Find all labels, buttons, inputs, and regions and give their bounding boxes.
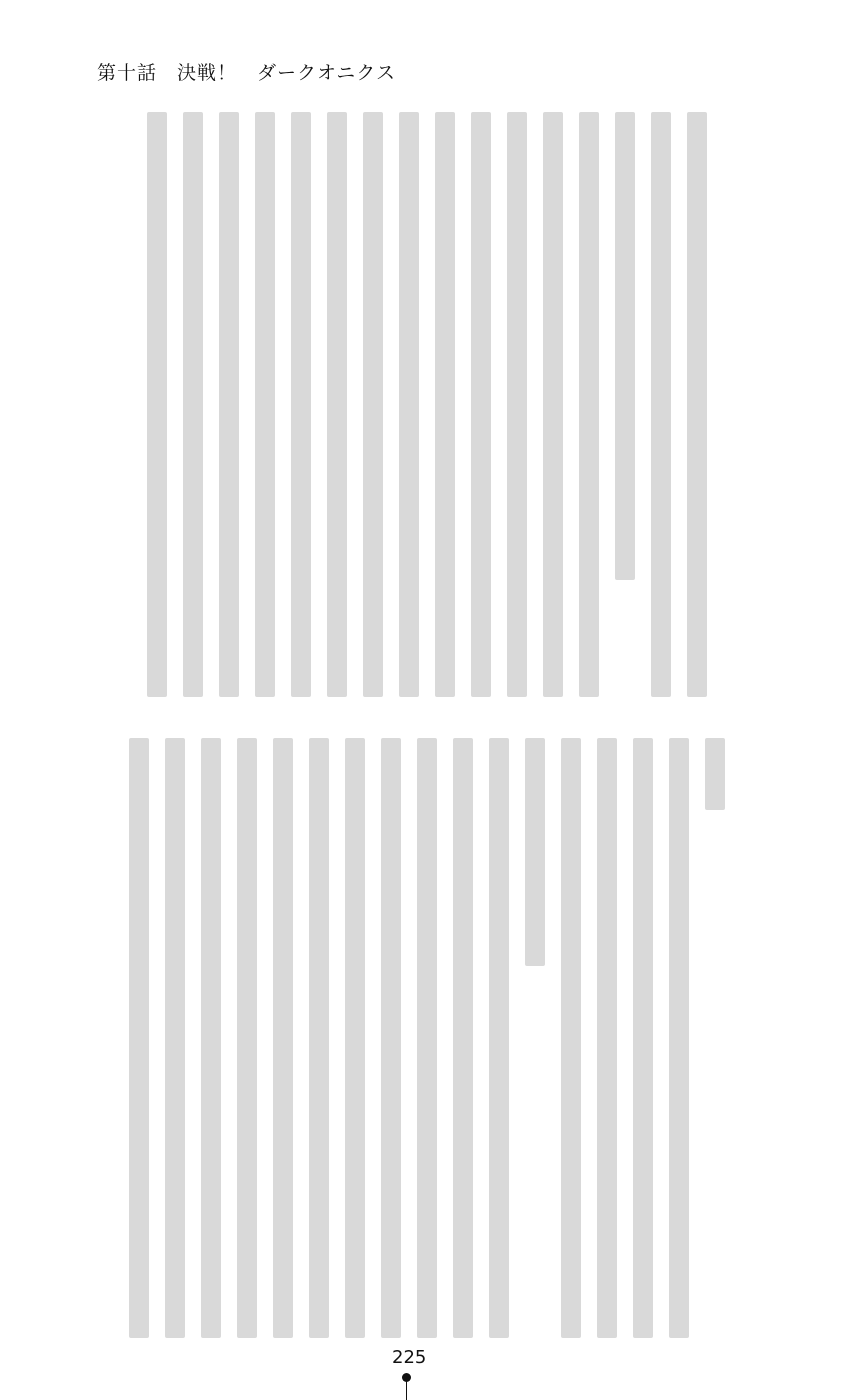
redacted-line	[201, 738, 221, 1338]
text-column	[344, 738, 366, 1338]
redacted-line	[219, 112, 239, 697]
text-column	[452, 738, 474, 1338]
text-column	[434, 112, 456, 697]
redacted-line	[579, 112, 599, 697]
text-column	[290, 112, 312, 697]
redacted-line	[435, 112, 455, 697]
text-column	[686, 112, 708, 697]
text-column	[704, 738, 726, 1338]
redacted-line	[291, 112, 311, 697]
redacted-line	[651, 112, 671, 697]
redacted-line	[129, 738, 149, 1338]
page-marker-line	[406, 1380, 407, 1400]
redacted-line	[453, 738, 473, 1338]
text-column	[236, 738, 258, 1338]
text-column	[488, 738, 510, 1338]
text-column	[164, 738, 186, 1338]
text-column	[182, 112, 204, 697]
redacted-line	[633, 738, 653, 1338]
text-column	[506, 112, 528, 697]
text-column	[146, 112, 168, 697]
redacted-line	[687, 112, 707, 697]
text-column	[578, 112, 600, 697]
text-column	[398, 112, 420, 697]
text-column	[524, 738, 546, 1338]
text-column	[272, 738, 294, 1338]
text-column	[200, 738, 222, 1338]
text-column	[470, 112, 492, 697]
text-column	[128, 738, 150, 1338]
redacted-line	[165, 738, 185, 1338]
redacted-line	[525, 738, 545, 966]
redacted-line	[507, 112, 527, 697]
text-column	[596, 738, 618, 1338]
text-column	[218, 112, 240, 697]
redacted-line	[237, 738, 257, 1338]
text-column	[668, 738, 690, 1338]
redacted-line	[363, 112, 383, 697]
redacted-line	[345, 738, 365, 1338]
text-column	[254, 112, 276, 697]
text-column	[416, 738, 438, 1338]
redacted-line	[705, 738, 725, 810]
text-column	[362, 112, 384, 697]
text-column	[326, 112, 348, 697]
redacted-line	[273, 738, 293, 1338]
text-column	[650, 112, 672, 697]
redacted-line	[183, 112, 203, 697]
redacted-line	[309, 738, 329, 1338]
redacted-line	[615, 112, 635, 580]
redacted-line	[399, 112, 419, 697]
upper-text-block	[118, 112, 708, 697]
redacted-line	[255, 112, 275, 697]
text-column	[542, 112, 564, 697]
redacted-line	[147, 112, 167, 697]
text-column	[560, 738, 582, 1338]
text-column	[380, 738, 402, 1338]
redacted-line	[471, 112, 491, 697]
text-column	[308, 738, 330, 1338]
redacted-line	[561, 738, 581, 1338]
chapter-title: 第十話 決戦！ ダークオニクス	[97, 62, 397, 84]
redacted-line	[543, 112, 563, 697]
redacted-line	[669, 738, 689, 1338]
redacted-line	[327, 112, 347, 697]
page-number: 225	[392, 1347, 427, 1368]
redacted-line	[417, 738, 437, 1338]
lower-text-block	[96, 738, 726, 1338]
text-column	[632, 738, 654, 1338]
redacted-line	[489, 738, 509, 1338]
text-column	[614, 112, 636, 697]
redacted-line	[381, 738, 401, 1338]
redacted-line	[597, 738, 617, 1338]
